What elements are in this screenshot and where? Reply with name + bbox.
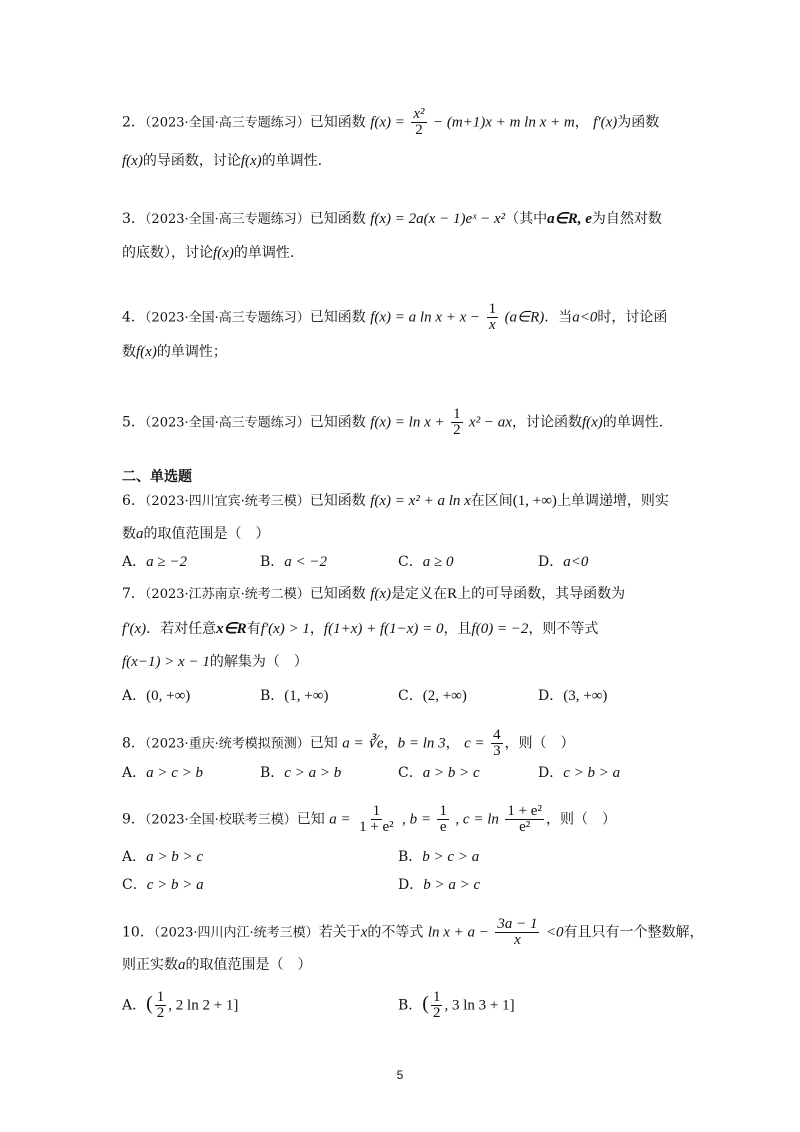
text: 有且只有一个整数解， <box>563 924 704 941</box>
formula: x <box>360 924 368 941</box>
text: 数 <box>122 526 136 542</box>
option-label: C． <box>398 554 423 570</box>
option-label: D． <box>538 554 564 570</box>
formula: f(x) <box>240 153 262 169</box>
text: 的单调性. <box>233 245 295 261</box>
question-2-line-1 <box>122 107 659 138</box>
formula: a = ∛e <box>342 735 384 752</box>
text: 已知函数 <box>309 414 366 431</box>
question-source: （2023·四川宜宾·统考三模） <box>144 494 310 509</box>
text: 的不等式 <box>367 924 424 941</box>
question-source: （2023·重庆·统考模拟预测） <box>144 736 310 752</box>
denominator: 2 <box>156 1005 165 1021</box>
question-source: （2023·江苏南京·统考二模） <box>144 587 310 602</box>
fraction <box>491 728 503 759</box>
question-source: （2023·全国·高三专题练习） <box>144 115 310 131</box>
q7-option-d[interactable] <box>538 685 607 707</box>
question-number: 6． <box>122 493 145 509</box>
option-label: D． <box>398 877 424 893</box>
formula: ln x + a − <box>427 924 489 941</box>
q8-option-a[interactable] <box>122 762 203 784</box>
option-value: a ≥ 0 <box>422 554 454 570</box>
text: 已知 <box>296 811 325 828</box>
text: 有 <box>246 621 261 637</box>
question-5-line-1 <box>122 407 663 438</box>
denominator: e² <box>519 819 531 835</box>
option-label: A． <box>122 688 147 704</box>
text: 已知函数 <box>309 586 366 602</box>
formula: f(x) <box>370 586 392 602</box>
q10-option-a[interactable] <box>122 990 238 1021</box>
option-label: B． <box>260 688 285 704</box>
text: 则正实数 <box>122 957 178 973</box>
question-8-line-1 <box>122 728 575 759</box>
option-value: b > c > a <box>422 849 480 865</box>
option-value: c > a > b <box>284 765 342 781</box>
question-number: 9． <box>122 811 145 828</box>
fraction <box>437 804 449 835</box>
numerator: 4 <box>493 727 501 743</box>
q8-option-d[interactable] <box>538 762 620 784</box>
formula: f(x) <box>213 245 234 261</box>
option-value: a > c > b <box>146 765 204 781</box>
text: 已知函数 <box>309 114 366 131</box>
option-value: b > a > c <box>423 877 481 893</box>
text: ， <box>383 735 398 752</box>
question-number: 4． <box>122 309 145 326</box>
formula: a<0 <box>572 309 598 326</box>
text: 若关于 <box>318 924 361 941</box>
question-number: 2． <box>122 114 145 131</box>
text: 时，讨论函 <box>597 309 668 326</box>
fraction <box>411 107 426 138</box>
option-value: a > b > c <box>422 765 480 781</box>
text: ．若对任意 <box>146 621 217 637</box>
formula: a∈R, e <box>547 211 592 227</box>
section-title: 二、单选题 <box>122 469 192 485</box>
option-value: a < −2 <box>284 554 328 570</box>
numerator: 1 <box>372 803 381 819</box>
q9-option-d[interactable] <box>398 874 480 896</box>
question-4-line-2 <box>122 341 227 363</box>
text: ，讨论函数 <box>511 414 582 431</box>
formula: a <box>178 957 186 973</box>
option-value: , 3 ln 3 + 1] <box>444 997 515 1014</box>
option-value: a > b > c <box>146 849 204 865</box>
option-value: , 2 ln 2 + 1] <box>168 997 239 1014</box>
formula: f(1+x) + f(1−x) = 0 <box>323 621 444 637</box>
q7-option-c[interactable] <box>398 685 467 707</box>
question-source: （2023·全国·高三专题练习） <box>144 415 310 431</box>
formula: f(0) = −2 <box>471 621 529 637</box>
q9-option-c[interactable] <box>122 874 204 896</box>
denominator: 2 <box>415 122 423 138</box>
text: 的单调性. <box>261 153 323 169</box>
q6-option-d[interactable] <box>538 551 588 573</box>
text: 的导函数，讨论 <box>142 153 241 169</box>
text: 已知 <box>309 735 338 752</box>
question-source: （2023·全国·校联考三模） <box>144 812 297 828</box>
fraction <box>495 917 539 948</box>
option-label: D． <box>538 765 564 781</box>
q10-option-b[interactable] <box>398 990 515 1021</box>
text: 的解集为（ ） <box>209 654 308 670</box>
q8-option-c[interactable] <box>398 762 480 784</box>
formula: , b = <box>402 811 432 828</box>
formula: f′(x) <box>593 114 618 131</box>
text: 的单调性. <box>602 414 664 431</box>
question-7-line-2 <box>122 618 598 640</box>
text: ，且 <box>443 621 472 637</box>
text: 的取值范围是（ ） <box>143 526 270 542</box>
formula: R <box>447 586 458 602</box>
denominator: 2 <box>432 1005 441 1021</box>
formula: f′(x) <box>122 621 147 637</box>
text: ，则（ ） <box>545 811 616 828</box>
option-label: A． <box>122 997 147 1014</box>
question-number: 7． <box>122 586 145 602</box>
option-label: B． <box>260 765 285 781</box>
numerator: 1 <box>439 803 447 819</box>
question-2-line-2 <box>122 150 322 172</box>
question-3-line-2 <box>122 242 294 264</box>
text: 是定义在 <box>391 586 448 602</box>
numerator: 1 <box>488 301 497 317</box>
fraction <box>487 302 499 333</box>
formula: − (m+1)x + m ln x + m <box>432 114 575 131</box>
denominator: x <box>514 932 521 948</box>
option-label: C． <box>398 765 423 781</box>
option-label: B． <box>260 554 285 570</box>
question-number: 5． <box>122 414 145 431</box>
bracket: ( <box>422 992 429 1015</box>
question-9-line-1 <box>122 804 616 835</box>
option-label: C． <box>122 877 147 893</box>
formula: f(x) <box>136 344 157 360</box>
text: 已知函数 <box>309 493 366 509</box>
fraction <box>451 407 463 438</box>
q6-option-b[interactable] <box>260 551 327 573</box>
formula: f′(x) > 1 <box>260 621 310 637</box>
question-source: （2023·全国·高三专题练习） <box>144 310 310 326</box>
option-value: (2, +∞) <box>422 688 467 704</box>
option-value: a ≥ −2 <box>146 554 187 570</box>
option-label: C． <box>398 688 423 704</box>
option-label: B． <box>398 997 423 1014</box>
numerator: x² <box>413 106 425 122</box>
numerator: 1 + e² <box>507 803 542 819</box>
text: 的取值范围是（ ） <box>185 957 312 973</box>
text: ，则不等式 <box>528 621 599 637</box>
denominator: 1 + e² <box>359 819 394 835</box>
page-number: 5 <box>396 1068 404 1082</box>
formula: a <box>136 526 144 542</box>
text: 数 <box>122 344 136 360</box>
q6-option-c[interactable] <box>398 551 453 573</box>
denominator: x <box>489 317 496 333</box>
question-4-line-1 <box>122 302 667 333</box>
q9-option-a[interactable] <box>122 846 203 868</box>
question-source: （2023·四川内江·统考三模） <box>153 925 319 941</box>
option-value: c > b > a <box>146 877 204 893</box>
question-number: 10． <box>122 924 154 941</box>
numerator: 3a − 1 <box>497 916 538 932</box>
option-label: B． <box>398 849 423 865</box>
numerator: 1 <box>156 989 165 1005</box>
option-label: D． <box>538 688 564 704</box>
question-6-line-1 <box>122 490 669 513</box>
text: ，则（ ） <box>504 735 575 752</box>
option-value: a<0 <box>563 554 589 570</box>
text: ， <box>309 621 324 637</box>
formula: f(x) = 2a(x − 1)eˣ − x² <box>370 211 506 227</box>
text: ， <box>445 735 460 752</box>
option-label: A． <box>122 765 147 781</box>
option-label: A． <box>122 849 147 865</box>
formula: (a∈R) <box>504 309 545 326</box>
numerator: 1 <box>453 406 461 422</box>
q9-option-b[interactable] <box>398 846 479 868</box>
formula: <0 <box>545 924 564 941</box>
denominator: 3 <box>493 743 501 759</box>
option-label: A． <box>122 554 147 570</box>
text: 在区间 <box>470 493 513 509</box>
option-value: c > b > a <box>563 765 621 781</box>
text: 为函数 <box>617 114 660 131</box>
formula: c = <box>464 735 485 752</box>
text: 已知函数 <box>309 211 366 227</box>
denominator: 2 <box>453 422 461 438</box>
text: 的底数），讨论 <box>122 245 213 261</box>
question-10-line-2 <box>122 954 312 976</box>
formula: f(x) = <box>370 114 405 131</box>
formula: f(x) = x² + a ln x <box>370 493 471 509</box>
question-7-line-1 <box>122 583 625 606</box>
formula: , c = ln <box>455 811 499 828</box>
question-number: 8． <box>122 735 145 752</box>
fraction <box>357 804 396 835</box>
formula: x∈R <box>216 621 247 637</box>
formula: f(x) <box>581 414 603 431</box>
q7-option-b[interactable] <box>260 685 328 707</box>
formula: f(x) <box>122 153 143 169</box>
formula: a = <box>329 811 351 828</box>
numerator: 1 <box>432 989 441 1005</box>
question-number: 3． <box>122 211 145 227</box>
formula: f(x) = ln x + <box>370 414 445 431</box>
formula: f(x−1) > x − 1 <box>122 654 210 670</box>
denominator: e <box>439 819 447 835</box>
question-source: （2023·全国·高三专题练习） <box>144 212 310 227</box>
text: ．当 <box>544 309 573 326</box>
formula: f(x) = a ln x + x − <box>370 309 481 326</box>
question-6-line-2 <box>122 523 270 545</box>
q6-option-a[interactable] <box>122 551 187 573</box>
question-10-line-1 <box>122 917 704 948</box>
text: 上单调递增，则实 <box>556 493 669 509</box>
option-value: (1, +∞) <box>284 688 329 704</box>
text: 上的可导函数，其导函数为 <box>457 586 626 602</box>
formula: x² − ax <box>469 414 512 431</box>
bracket: ( <box>146 992 153 1015</box>
q8-option-b[interactable] <box>260 762 341 784</box>
question-7-line-3 <box>122 651 308 673</box>
question-3-line-1 <box>122 208 662 231</box>
option-value: (3, +∞) <box>563 688 608 704</box>
text: 的单调性； <box>156 344 227 360</box>
q7-option-a[interactable] <box>122 685 190 707</box>
option-value: (0, +∞) <box>146 688 191 704</box>
text: 为自然对数 <box>591 211 662 227</box>
fraction <box>155 990 167 1021</box>
fraction <box>505 804 544 835</box>
text: ， <box>574 114 589 131</box>
text: （其中 <box>505 211 548 227</box>
fraction <box>431 990 443 1021</box>
formula: b = ln 3 <box>397 735 446 752</box>
text: 已知函数 <box>309 309 366 326</box>
formula: (1, +∞) <box>512 493 557 509</box>
